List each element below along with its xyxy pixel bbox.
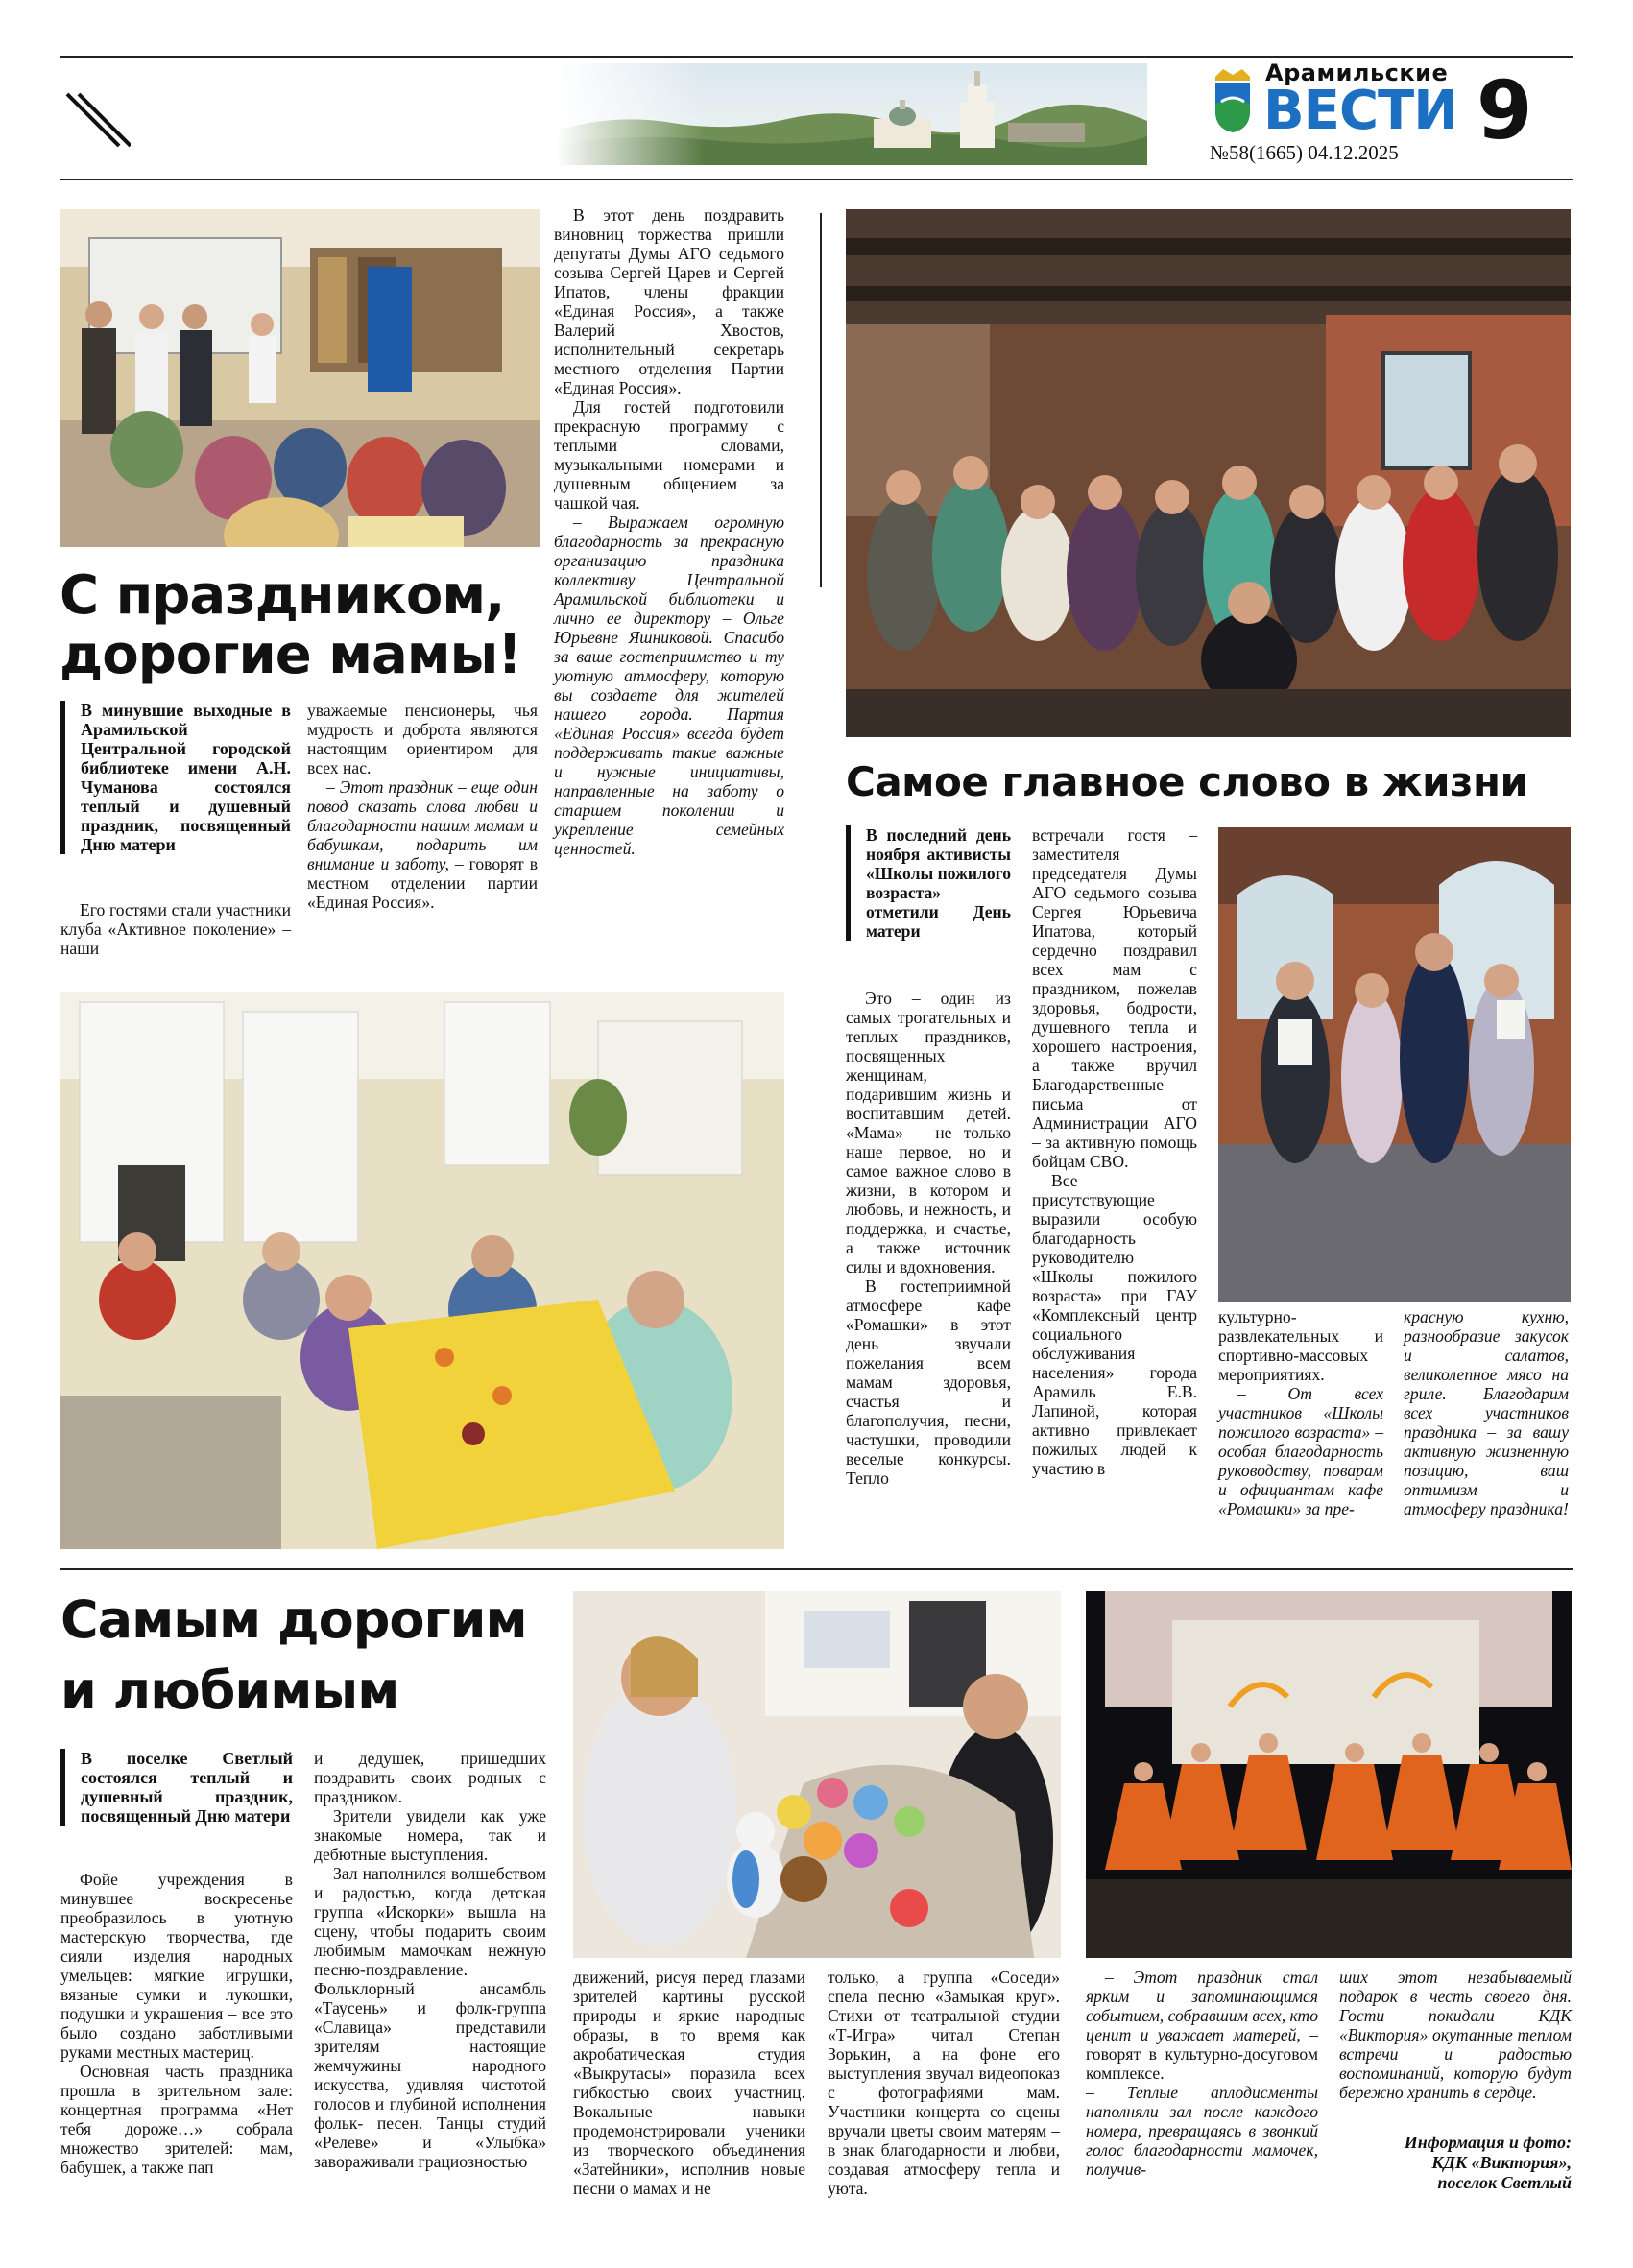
article1-headline-line1: С праздником, <box>60 564 505 627</box>
article3-col2-p1: и дедушек, пришедших поздравить своих родных с праздником. <box>314 1749 546 1806</box>
article2-col3 <box>1218 1307 1383 1518</box>
article1-quote-attribution: – говорят в местном отделении партии «Единая Россия». <box>307 854 539 912</box>
article3-quote: – Этот праздник стал ярким и запоминающимся событием, собравшим всех, кто ценит и уважает матерей, <box>1086 1968 1318 2044</box>
article2-col2-p1: встречали гостя – заместителя председателя Думы АГО седьмого созыва Сергея Юрьевича Ипатова, который сердечно поздравил всех мам с праздником, пожелав здоровья, бодрости, душевного тепла и хорошего настроения, а также вручил Благодарственные письма от Администрации АГО – за активную помощь бойцам СВО. <box>1032 825 1197 1171</box>
credit-line-3: поселок Светлый <box>1437 2173 1572 2192</box>
article1-col1 <box>60 900 291 958</box>
credit-line-2: КДК «Виктория», <box>1431 2153 1572 2172</box>
article3-lead: В поселке Светлый состоялся теплый и душевный праздник, посвященный Дню матери <box>60 1749 293 1826</box>
article2-col4 <box>1404 1307 1569 1518</box>
cafe-group-photo <box>846 209 1571 737</box>
credit-line-1: Информация и фото: <box>1404 2133 1572 2152</box>
article1-col2-p1: уважаемые пенсионеры, чья мудрость и доброта являются настоящим ориентиром для всех нас. <box>307 701 538 777</box>
article3-col4 <box>828 1968 1060 2198</box>
issue-date: №58(1665) 04.12.2025 <box>1210 141 1399 164</box>
handicraft-fair-photo <box>573 1591 1061 1958</box>
article1-col3-p2: Для гостей подготовили прекрасную программу с теплыми словами, музыкальными номерами и душевным общением за чашкой чая. <box>554 397 784 513</box>
article2-col1-p1: Это – один из самых трогательных и теплых праздников, посвященных женщинам, подарившим жизнь и воспитавшим детей. «Мама» – не только наше первое, но и самое важное слово в жизни, в котором и любовь, и нежность, и поддержка, и счастье, а также источник силы и вдохновения. <box>846 989 1011 1277</box>
library-event-photo <box>60 209 540 547</box>
article2-col3-p1: культурно-развлекательных и спортивно-массовых мероприятиях. <box>1218 1307 1383 1384</box>
article3-col3-p1: движений, рисуя перед глазами зрителей картины русской природы и яркие народные образы, в то время как акробатическая студия «Выкрутасы» поразила всех гибкостью своих участниц. Вокальные навыки продемонстрировали ученики из творческого объединения «Затейники», исполнив новые песни о мамах и не <box>573 1968 805 2198</box>
article3-col1 <box>60 1870 293 2177</box>
article3-col5-p2: – Теплые аплодисменты наполняли зал после каждого номера, превращаясь в звонкий голос благодарности мамочек, получив- <box>1086 2083 1318 2179</box>
article1-col1-p1: Его гостями стали участники клуба «Активное поколение» – наши <box>60 900 291 958</box>
article3-col5-p1 <box>1086 1968 1318 2083</box>
article3-col3 <box>573 1968 805 2198</box>
article1-lead: В минувшие выходные в Арамильской Центральной городской библиотеке имени А.Н. Чуманова состоялся теплый и душевный праздник, посвященный Дню матери <box>60 701 291 854</box>
top-rule <box>60 56 1573 58</box>
slash-ornament <box>63 88 131 152</box>
masthead-bottom-rule <box>60 179 1573 180</box>
article1-col3 <box>554 205 784 858</box>
article3-col4-p1: только, а группа «Соседи» спела песню «Замыкая круг». Стихи от театральной студии «Т-Игра» читал Степан Зорькин, а на фоне его выступления звучал видеопоказ с фотографиями мам. Участники концерта со сцены вручали цветы своим матерям – в знак благодарности и любви, создавая атмосферу тепла и уюта. <box>828 1968 1060 2198</box>
article3-headline-line2: и любимым <box>60 1660 399 1721</box>
article3-col2-p3: Зал наполнился волшебством и радостью, когда детская группа «Искорки» вышла на сцену, чтобы подарить своим любимым мамочкам нежную песню-поздравление. Фольклорный ансамбль «Таусень» и фолк-группа «Славица» представили зрителям настоящие жемчужины народного искусства, удивляя чистотой голосов и глубиной исполнения фольк- песен. Танцы студий «Релеве» и «Улыбка» завораживали грациозностью <box>314 1864 546 2171</box>
section-divider-vertical <box>820 213 822 587</box>
article1-col2 <box>307 701 538 912</box>
article3-col6 <box>1339 1968 1572 2102</box>
article2-lead: В последний день ноября активисты «Школы пожилого возраста» отметили День матери <box>846 825 1011 941</box>
article3-col2-p2: Зрители увидели как уже знакомые номера, так и дебютные выступления. <box>314 1806 546 1864</box>
article2-col3-p2: – От всех участников «Школы пожилого возраста» – особая благодарность руководству, поварам и официантам кафе «Ромашки» за пре- <box>1218 1384 1383 1518</box>
article2-col1 <box>846 989 1011 1488</box>
article1-headline-line2: дорогие мамы! <box>60 624 521 686</box>
article2-headline: Самое главное слово в жизни <box>846 758 1528 805</box>
dance-performance-photo <box>1086 1591 1572 1958</box>
city-emblem-icon <box>1212 67 1254 134</box>
article2-col2-p2: Все присутствующие выразили особую благодарность руководителю «Школы пожилого возраста» при ГАУ «Комплексный центр социального обслуживания населения» города Арамиль Е.В. Лапиной, которая активно привлекает пожилых людей к участию в <box>1032 1171 1197 1478</box>
masthead-landscape-image <box>557 63 1147 165</box>
brand-top-text: Арамильские <box>1265 60 1449 86</box>
section-divider-horizontal <box>60 1568 1573 1570</box>
article3-col1-p1: Фойе учреждения в минувшее воскресенье преобразилось в уютную мастерскую творчества, где сияли изделия народных умельцев: мягкие игрушки, вязаные сумки и лукошки, подушки и украшения – все это было создано заботливыми руками местных мастериц. <box>60 1870 293 2062</box>
award-ceremony-photo <box>1218 827 1571 1302</box>
article3-col6-p1: ших этот незабываемый подарок в честь своего дня. Гости покидали КДК «Виктория» окутанные теплом встречи и радостью воспоминаний, которую будут бережно хранить в сердце. <box>1339 1968 1572 2102</box>
article3-col1-p2: Основная часть праздника прошла в зрительном зале: концертная программа «Нет тебя дороже…» собрала множество зрителей: мам, бабушек, а также пап <box>60 2062 293 2177</box>
article2-col2 <box>1032 825 1197 1478</box>
article3-col5 <box>1086 1968 1318 2179</box>
article1-col3-p1: В этот день поздравить виновниц торжества пришли депутаты Думы АГО седьмого созыва Сергей Царев и Сергей Ипатов, члены фракции «Единая Россия», а также Валерий Хвостов, исполнительный секретарь местного отделения Партии «Единая Россия». <box>554 205 784 397</box>
article3-col2 <box>314 1749 546 2171</box>
photo-credit <box>1339 2133 1572 2193</box>
article2-col1-p2: В гостеприимной атмосфере кафе «Ромашки» в этот день звучали пожелания всем мамам здоровья, счастья и благополучия, песни, частушки, проводили веселые конкурсы. Тепло <box>846 1277 1011 1488</box>
article1-quote: – Этот праздник – еще один повод сказать слова любви и благодарности нашим мамам и бабушкам, подарить им внимание и заботу, <box>307 777 538 873</box>
brand-main-text: ВЕСТИ <box>1263 80 1458 142</box>
article3-quote-attribution: – говорят в культурно-досуговом комплексе. <box>1086 2025 1318 2083</box>
library-tea-party-photo <box>60 992 784 1549</box>
article1-col2-p2 <box>307 777 538 912</box>
page-number: 9 <box>1477 63 1533 157</box>
article1-col3-p3: – Выражаем огромную благодарность за прекрасную организацию праздника коллективу Центральной Арамильской библиотеки и лично ее директору – Ольге Юрьевне Яшниковой. Спасибо за ваше гостеприимство и ту уютную атмосферу, которую вы создаете для жителей нашего города. Партия «Единая Россия» всегда будет поддерживать такие важные и нужные инициативы, направленные на заботу о старшем поколении и укрепление семейных ценностей. <box>554 513 784 858</box>
article3-headline-line1: Самым дорогим <box>60 1589 527 1650</box>
article2-col4-p1: красную кухню, разнообразие закусок и салатов, великолепное мясо на гриле. Благодарим всех участников праздника – за вашу активную жизненную позицию, ваш оптимизм и атмосферу праздника! <box>1404 1307 1569 1518</box>
